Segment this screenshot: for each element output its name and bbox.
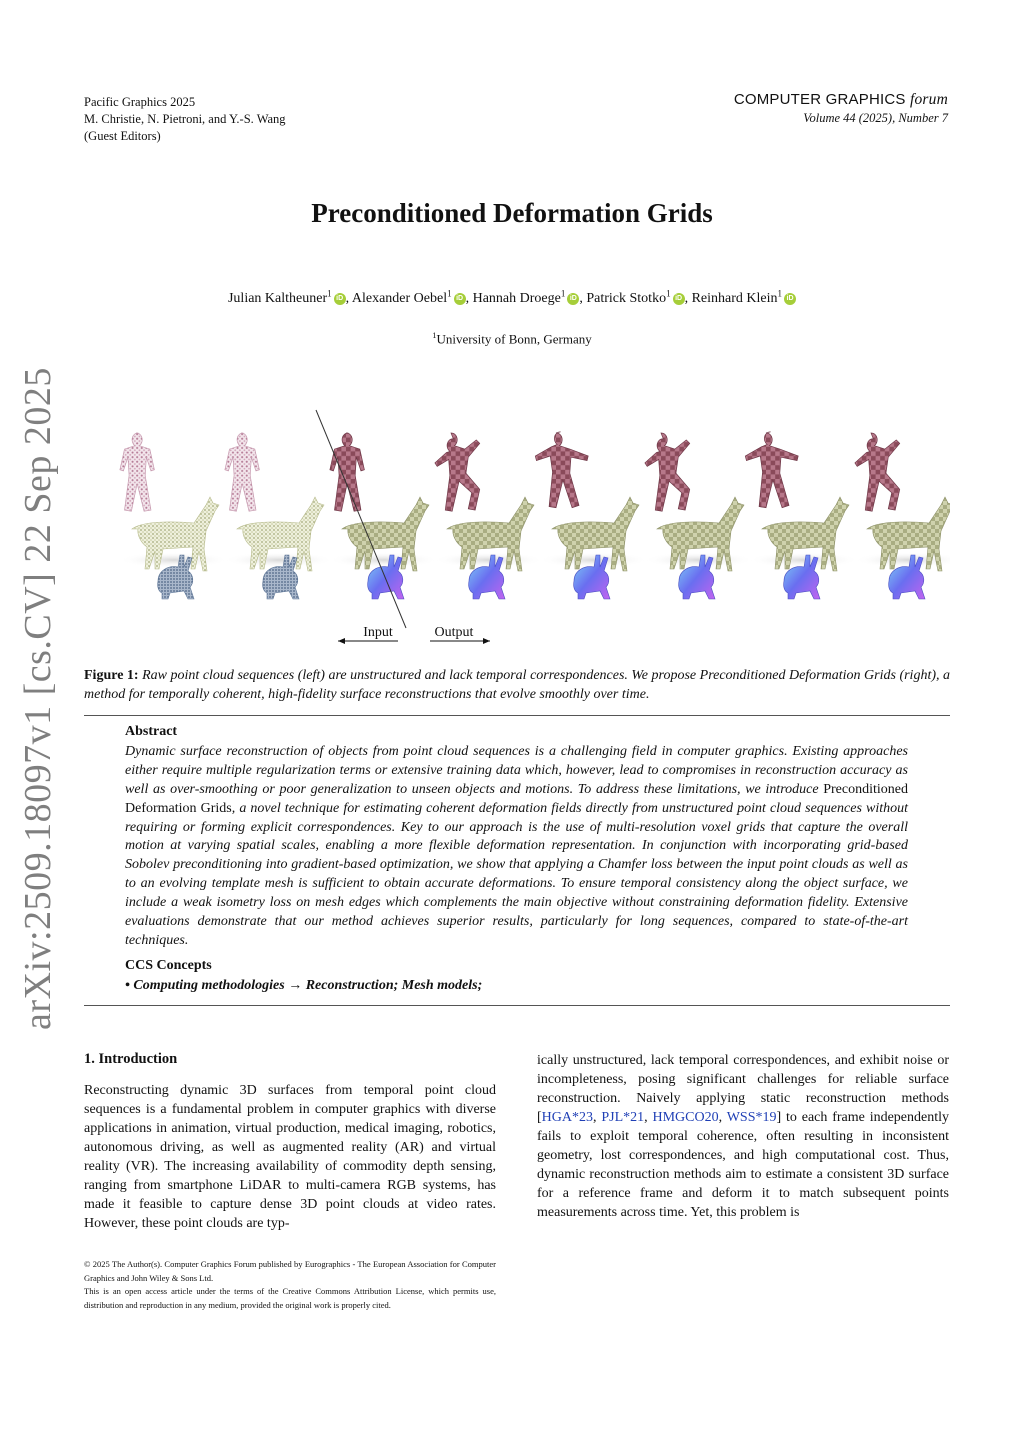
figure-frame	[434, 433, 544, 599]
human-mesh	[645, 433, 690, 511]
editors: M. Christie, N. Pietroni, and Y.-S. Wang	[84, 112, 286, 126]
figure-frame	[644, 433, 754, 599]
shadow	[119, 552, 229, 568]
author: Alexander Oebel$^1$iD ,	[351, 288, 473, 306]
journal-name	[734, 91, 948, 109]
divider	[84, 715, 950, 716]
section-heading: 1. Introduction	[84, 1051, 178, 1067]
author: Hannah Droege$^1$iD ,	[472, 288, 587, 306]
author: Julian Kaltheuner$^1$iD ,	[227, 288, 352, 306]
output-label: Output	[434, 625, 474, 640]
citation-link[interactable]: HMGCO20	[652, 1110, 719, 1125]
intro-text-left: Reconstructing dynamic 3D surfaces from temporal point cloud sequences is a fundamental problem in computer graphics with diverse applications in animation, virtual production, medical imaging, robotics, autonomous driving, as well as augmented reality (AR) and virtual reality (VR). The increasing availability of commodity depth sensing, ranging from smartphone LiDAR to multi-camera RGB systems, has made it feasible to capture dense 3D point clouds at video rates. However, these point clouds are typ-	[84, 1083, 496, 1231]
affiliation: $^1$University of Bonn, Germany	[432, 330, 592, 347]
paper-title: Preconditioned Deformation Grids	[311, 198, 713, 228]
author-list	[0, 288, 1024, 307]
author: Patrick Stotko$^1$iD ,	[586, 288, 692, 306]
author: Reinhard Klein$^1$iD	[692, 291, 796, 306]
shadow	[224, 552, 334, 568]
guest-editors: (Guest Editors)	[84, 129, 161, 143]
journal-italic: forum	[909, 91, 948, 108]
caption-text: Raw point cloud sequences (left) are unstructured and lack temporal correspondences. We propose Preconditioned Deformation Grids (right), a method for temporally coherent, high-fidelity surface reconstructions that evolve smoothly over time.	[84, 668, 951, 702]
divider	[84, 1005, 950, 1006]
citation-link[interactable]: WSS*19	[726, 1110, 777, 1125]
human-mesh	[855, 433, 900, 511]
figure-frame	[535, 432, 649, 599]
ccs-heading: CCS Concepts	[125, 957, 212, 973]
figure-frame	[745, 432, 859, 599]
figure-frame	[854, 433, 950, 599]
shadow	[329, 552, 439, 568]
orcid-icon[interactable]: iD	[334, 293, 346, 305]
running-header-left	[84, 94, 286, 145]
input-label: Input	[363, 625, 393, 640]
abstract-section	[125, 723, 908, 996]
intro-column-right	[537, 1051, 949, 1222]
orcid-icon[interactable]: iD	[567, 293, 579, 305]
abstract-body: Dynamic surface reconstruction of objects from point cloud sequences is a challenging field in computer graphics. Existing approaches either require multiple regularization terms or extensive training data which, however, lead to compromises in reconstruction accuracy as well as over-smoothing or poor generalization to unseen objects and motions. To address these limitations, we introduce Preconditioned Deformation Grids, a novel technique for estimating coherent deformation fields directly from unstructured point cloud sequences without requiring or forming explicit correspondences. Key to our approach is the use of multi-resolution voxel grids that capture the overall motion at varying spatial scales, enabling a more flexible deformation representation. In conjunction with incorporating grid-based Sobolev preconditioning into gradient-based optimization, we show that applying a Chamfer loss between the input point clouds as well as to an evolving template mesh is sufficient to obtain accurate deformations. To ensure temporal consistency along the object surface, we include a weak isometry loss on mesh edges which complements the main objective without constraining deformation fidelity. Extensive evaluations demonstrate that our method achieves superior results, particularly for long sequences, compared to state-of-the-art techniques.	[125, 743, 908, 948]
orcid-icon[interactable]: iD	[784, 293, 796, 305]
conference-name: Pacific Graphics 2025	[84, 95, 196, 109]
journal-volume: Volume 44 (2025), Number 7	[803, 111, 948, 125]
intro-column-left	[84, 1050, 496, 1233]
figure-frame	[224, 433, 334, 599]
human-mesh	[330, 433, 365, 511]
copyright-line: © 2025 The Author(s). Computer Graphics Forum published by Eurographics - The European Association for Computer Graphics and John Wiley & Sons Ltd.	[84, 1259, 496, 1283]
divider-line	[316, 410, 406, 628]
human-mesh	[745, 432, 798, 508]
teaser-figure	[84, 405, 950, 655]
license-line: This is an open access article under the terms of the Creative Commons Attribution License, which permits use, distribution and reproduction in any medium, provided the original work is properly cited.	[84, 1286, 496, 1310]
copyright-footnote	[84, 1258, 496, 1312]
caption-label: Figure 1:	[84, 668, 139, 683]
orcid-icon[interactable]: iD	[454, 293, 466, 305]
human-point-cloud	[225, 433, 260, 511]
citation-link[interactable]: PJL*21	[601, 1110, 645, 1125]
human-mesh	[535, 432, 588, 508]
human-mesh	[435, 433, 480, 511]
ccs-item: • Computing methodologies → Reconstruction; Mesh models;	[125, 977, 483, 993]
human-point-cloud	[120, 433, 154, 511]
figure-frames	[119, 432, 950, 599]
intro-text-right: ically unstructured, lack temporal correspondences, and exhibit noise or incompleteness, posing significant challenges for reliable surface reconstruction. Naively applying static reconstruction methods [HGA*23, PJL*21, HMGCO20, WSS*19] to each frame independently fails to exploit temporal coherence, often resulting in inconsistent geometry, lost correspondences, and high computational cost. Thus, dynamic reconstruction methods aim to estimate a consistent 3D surface for a reference frame and deform it to match subsequent points measurements across time. Yet, this problem is	[537, 1053, 950, 1220]
abstract-heading: Abstract	[125, 724, 178, 739]
running-header-right	[734, 91, 948, 126]
figure-frame	[119, 433, 229, 599]
orcid-icon[interactable]: iD	[673, 293, 685, 305]
figure-caption	[84, 666, 950, 704]
arxiv-stamp: arXiv:2509.18097v1 [cs.CV] 22 Sep 2025	[17, 367, 59, 1030]
citation-link[interactable]: HGA*23	[541, 1110, 594, 1125]
journal-main: COMPUTER GRAPHICS	[733, 91, 906, 108]
